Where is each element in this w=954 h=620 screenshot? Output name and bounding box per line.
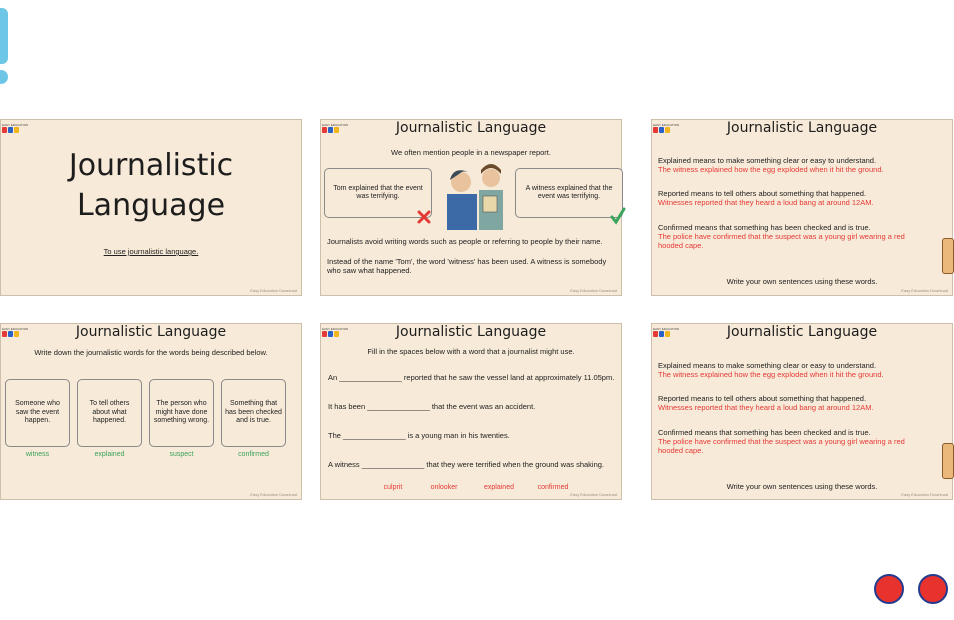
brand-footer: Easy Education Download xyxy=(901,492,948,497)
word-bank-item: confirmed xyxy=(537,484,569,491)
answer-word: witness xyxy=(25,451,50,458)
slide-thumbnail-2[interactable] xyxy=(320,119,622,296)
instruction-footer: Write your own sentences using these words. xyxy=(726,277,878,286)
slide-title: Journalistic Language xyxy=(726,120,878,136)
fill-in-sentence: A witness _______________ that they were terrified when the ground was shaking. xyxy=(328,460,605,469)
definition-card xyxy=(149,379,214,447)
brand-footer: Easy Education Download xyxy=(570,288,617,293)
slide-thumbnail-5[interactable] xyxy=(320,323,622,500)
example-text-right: A witness explained that the event was terrifying. xyxy=(525,184,613,200)
example-box-left xyxy=(324,168,432,218)
exclamation-dot-shape xyxy=(0,70,8,84)
slide-title: Journalistic Language xyxy=(726,324,878,340)
slide-thumbnail-3[interactable] xyxy=(651,119,953,296)
intro-text: Fill in the spaces below with a word that a journalist might use. xyxy=(367,347,575,356)
check-mark-icon xyxy=(611,208,625,224)
scroll-icon xyxy=(942,443,954,479)
definition-card xyxy=(77,379,142,447)
definition-card xyxy=(5,379,70,447)
answer-word: suspect xyxy=(169,451,194,458)
logo-text: EASY EDUCATION xyxy=(322,327,349,331)
fill-in-sentence: An _______________ reported that he saw the vessel land at approximately 11.05pm. xyxy=(328,373,615,382)
logo-text: EASY EDUCATION xyxy=(322,123,349,127)
slide-title: Journalistic Language xyxy=(75,324,227,340)
brand-footer: Easy Education Download xyxy=(250,492,297,497)
explanation-paragraph-1: Journalists avoid writing words such as people or referring to people by their name. xyxy=(327,237,603,246)
scroll-icon xyxy=(942,238,954,274)
example-confirmed: The police have confirmed that the suspect was a young girl wearing a red hooded cape. xyxy=(658,437,905,455)
learning-objective: To use journalistic language. xyxy=(103,247,199,256)
title-line-1: Journalistic xyxy=(68,148,234,183)
definition-reported: Reported means to tell others about something that happened. xyxy=(658,189,867,198)
example-reported: Witnesses reported that they heard a loud bang at around 12AM. xyxy=(658,198,874,207)
logo-text: EASY EDUCATION xyxy=(653,123,680,127)
logo-text: EASY EDUCATION xyxy=(2,327,29,331)
card-text: Someone who saw the event happen. xyxy=(15,400,60,425)
intro-text: We often mention people in a newspaper report. xyxy=(391,148,551,157)
word-bank-item: onlooker xyxy=(430,484,458,491)
example-reported: Witnesses reported that they heard a loud bang at around 12AM. xyxy=(658,403,874,412)
brand-footer: Easy Education Download xyxy=(570,492,617,497)
people-illustration-icon xyxy=(439,160,511,230)
example-confirmed: The police have confirmed that the suspect was a young girl wearing a red hooded cape. xyxy=(658,232,905,250)
cross-mark-icon xyxy=(417,210,431,224)
slide-thumbnail-4[interactable] xyxy=(0,323,302,500)
example-text-left: Tom explained that the event was terrifying. xyxy=(333,184,423,200)
definition-explained: Explained means to make something clear or easy to understand. xyxy=(658,156,877,165)
answer-word: explained xyxy=(94,451,125,458)
instruction-footer: Write your own sentences using these words. xyxy=(726,482,878,491)
definition-card xyxy=(221,379,286,447)
decorative-ball-icon xyxy=(918,574,948,604)
logo-text: EASY EDUCATION xyxy=(653,327,680,331)
slide-thumbnail-1[interactable] xyxy=(0,119,302,296)
answer-word: confirmed xyxy=(238,451,269,458)
example-explained: The witness explained how the egg exploded when it hit the ground. xyxy=(658,370,884,379)
card-text: Something that has been checked and is true. xyxy=(225,400,282,425)
exclamation-bar-shape xyxy=(0,8,8,64)
definition-explained: Explained means to make something clear or easy to understand. xyxy=(658,361,877,370)
intro-text: Write down the journalistic words for the words being described below. xyxy=(34,348,268,357)
logo-text: EASY EDUCATION xyxy=(2,123,29,127)
definition-confirmed: Confirmed means that something has been checked and is true. xyxy=(658,223,871,232)
definition-confirmed: Confirmed means that something has been checked and is true. xyxy=(658,428,871,437)
word-bank-item: culprit xyxy=(383,484,403,491)
decorative-ball-icon xyxy=(874,574,904,604)
example-box-right xyxy=(515,168,623,218)
slide-thumbnail-6[interactable] xyxy=(651,323,953,500)
example-explained: The witness explained how the egg exploded when it hit the ground. xyxy=(658,165,884,174)
brand-footer: Easy Education Download xyxy=(250,288,297,293)
brand-footer: Easy Education Download xyxy=(901,288,948,293)
card-text: To tell others about what happened. xyxy=(89,400,130,425)
explanation-paragraph-2: Instead of the name 'Tom', the word 'witness' has been used. A witness is somebody who saw what happened. xyxy=(327,257,607,275)
card-text: The person who might have done something wrong. xyxy=(153,400,210,425)
title-line-2: Language xyxy=(76,188,226,223)
slide-title: Journalistic Language xyxy=(395,324,547,340)
fill-in-sentence: It has been _______________ that the event was an accident. xyxy=(328,402,536,411)
logo xyxy=(2,123,32,135)
definition-reported: Reported means to tell others about something that happened. xyxy=(658,394,867,403)
fill-in-sentence: The _______________ is a young man in his twenties. xyxy=(328,431,510,440)
slide-title xyxy=(1,146,301,226)
word-bank-item: explained xyxy=(484,484,514,491)
slide-title: Journalistic Language xyxy=(395,120,547,136)
